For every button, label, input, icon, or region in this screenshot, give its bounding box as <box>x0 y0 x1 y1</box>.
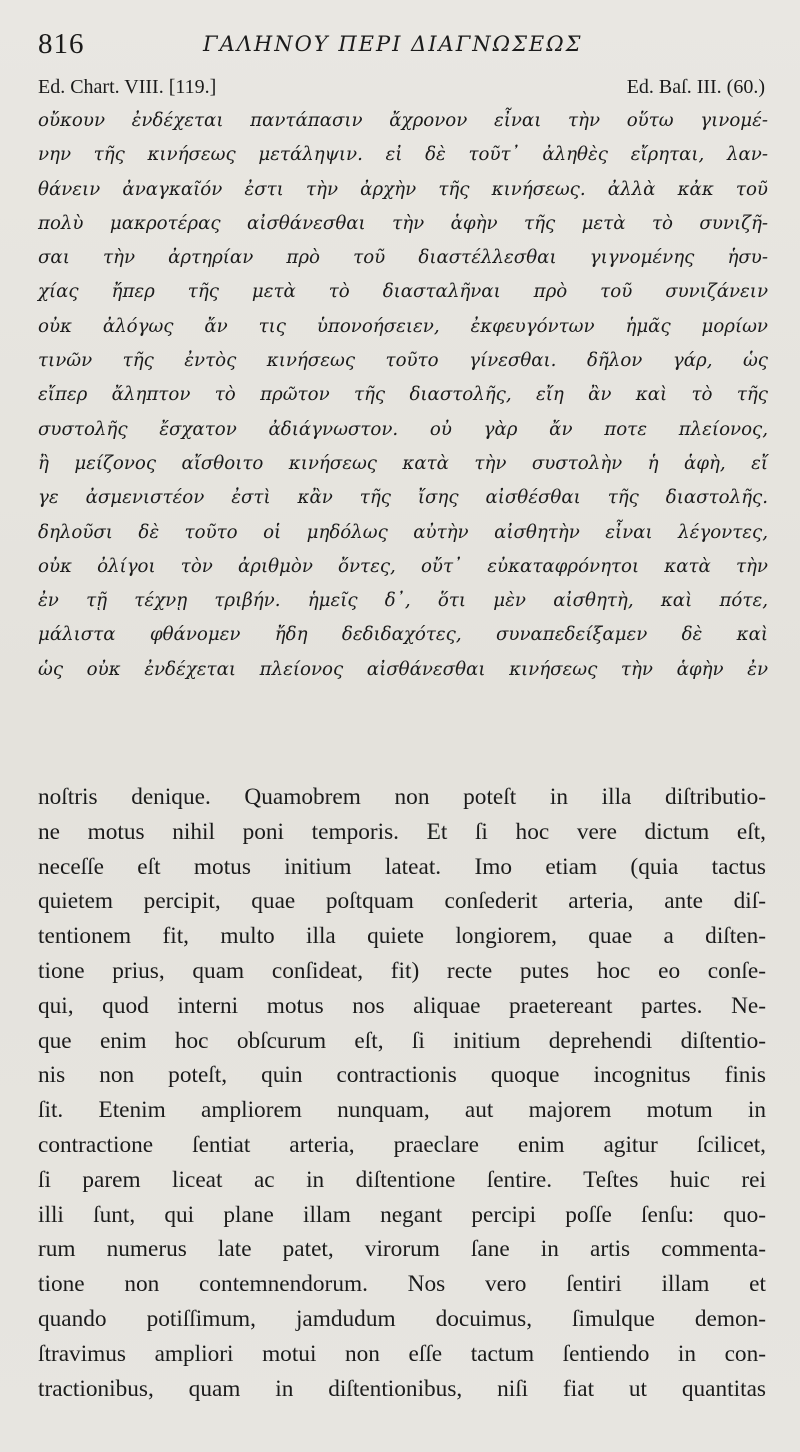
greek-line: ἐν τῇ τέχνῃ τριβήν. ἡμεῖς δ᾽, ὅτι μὲν αἰσθητὴ, καὶ πότε, <box>38 590 768 612</box>
latin-line: nis non poteſt, quin contractionis quoque incognitus finis <box>38 1062 766 1089</box>
greek-line: οὐκ ἀλόγως ἄν τις ὑπονοήσειεν, ἐκφευγόντων ἡμᾶς μορίων <box>38 315 768 337</box>
greek-line: τινῶν τῆς ἐντὸς κινήσεως τοῦτο γίνεσθαι. δῆλον γάρ, ὡς <box>38 350 768 372</box>
latin-line: quietem percipit, quae poſtquam conſederit arteria, ante diſ- <box>38 888 766 915</box>
edition-chart-reference: Ed. Chart. VIII. [119.] <box>38 76 217 98</box>
greek-line: συστολῆς ἔσχατον ἀδιάγνωστον. οὐ γὰρ ἄν ποτε πλείονος, <box>38 418 768 440</box>
latin-line: noſtris denique. Quamobrem non poteſt in illa diſtributio- <box>38 784 766 810</box>
page-number: 816 <box>38 28 85 60</box>
latin-line: quando potiſſimum, jamdudum docuimus, ſimulque demon- <box>38 1305 766 1332</box>
greek-line: χίας ἤπερ τῆς μετὰ τὸ διασταλῆναι πρὸ τοῦ συνιζάνειν <box>38 281 768 303</box>
latin-line: tractionibus, quam in diſtentionibus, niſi fiat ut quantitas <box>38 1375 766 1402</box>
greek-line: μάλιστα φθάνομεν ἤδη δεδιδαχότες, συναπεδείξαμεν δὲ καὶ <box>38 624 768 646</box>
latin-line: tentionem fit, multo illa quiete longiorem, quae a diſten- <box>38 923 766 950</box>
greek-line: ἢ μείζονος αἴσθοιτο κινήσεως κατὰ τὴν συστολὴν ἡ ἁφὴ, εἴ <box>38 452 768 474</box>
greek-line: ὡς οὐκ ἐνδέχεται πλείονος αἰσθάνεσθαι κινήσεως τὴν ἁφὴν ἐν <box>38 658 768 680</box>
latin-line: rum numerus late patet, virorum ſane in artis commenta- <box>38 1236 766 1263</box>
greek-line: δηλοῦσι δὲ τοῦτο οἱ μηδόλως αὐτὴν αἰσθητὴν εἶναι λέγοντες, <box>38 521 768 543</box>
latin-line: qui, quod interni motus nos aliquae praetereant partes. Ne- <box>38 992 766 1019</box>
running-title: ΓΑΛΗΝΟΥ ΠΕΡΙ ΔΙΑΓΝΩΣΕΩΣ <box>203 32 583 56</box>
latin-line: tione non contemnendorum. Nos vero ſentiri illam et <box>38 1271 766 1298</box>
greek-line: σαι τὴν ἀρτηρίαν πρὸ τοῦ διαστέλλεσθαι γιγνομένης ἡσυ- <box>38 247 768 269</box>
latin-text-block <box>38 780 766 1406</box>
latin-line: ſtravimus ampliori motui non eſſe tactum ſentiendo in con- <box>38 1340 766 1367</box>
greek-line: πολὺ μακροτέρας αἰσθάνεσθαι τὴν ἁφὴν τῆς μετὰ τὸ συνιζῆ- <box>38 212 768 234</box>
latin-line: illi ſunt, qui plane illam negant percipi poſſe ſenſu: quo- <box>38 1201 766 1228</box>
latin-line: ſi parem liceat ac in diſtentione ſentire. Teſtes huic rei <box>38 1166 766 1193</box>
edition-references <box>38 76 765 102</box>
greek-text-block <box>38 104 768 687</box>
greek-line: οὔκουν ἐνδέχεται παντάπασιν ἄχρονον εἶναι τὴν οὕτω γινομέ- <box>38 110 768 131</box>
edition-basel-reference: Ed. Baſ. III. (60.) <box>626 76 765 98</box>
latin-line: tione prius, quam conſideat, fit) recte putes hoc eo conſe- <box>38 957 766 984</box>
greek-line: οὐκ ὀλίγοι τὸν ἀριθμὸν ὄντες, οὔτ᾽ εὐκαταφρόνητοι κατὰ τὴν <box>38 555 768 577</box>
greek-line: θάνειν ἀναγκαῖόν ἐστι τὴν ἀρχὴν τῆς κινήσεως. ἀλλὰ κἀκ τοῦ <box>38 178 768 200</box>
latin-line: ne motus nihil poni temporis. Et ſi hoc vere dictum eſt, <box>38 818 766 845</box>
greek-line: νην τῆς κινήσεως μετάληψιν. εἰ δὲ τοῦτ᾽ ἀληθὲς εἴρηται, λαν- <box>38 144 768 166</box>
latin-line: contractione ſentiat arteria, praeclare enim agitur ſcilicet, <box>38 1131 766 1158</box>
greek-line: εἴπερ ἄληπτον τὸ πρῶτον τῆς διαστολῆς, εἴη ἂν καὶ τὸ τῆς <box>38 384 768 406</box>
latin-line: neceſſe eſt motus initium lateat. Imo etiam (quia tactus <box>38 853 766 880</box>
latin-line: que enim hoc obſcurum eſt, ſi initium deprehendi diſtentio- <box>38 1027 766 1054</box>
page-header <box>38 26 768 66</box>
latin-line: ſit. Etenim ampliorem nunquam, aut majorem motum in <box>38 1097 766 1124</box>
greek-line: γε ἀσμενιστέον ἐστὶ κἂν τῆς ἴσης αἰσθέσθαι τῆς διαστολῆς. <box>38 487 768 509</box>
